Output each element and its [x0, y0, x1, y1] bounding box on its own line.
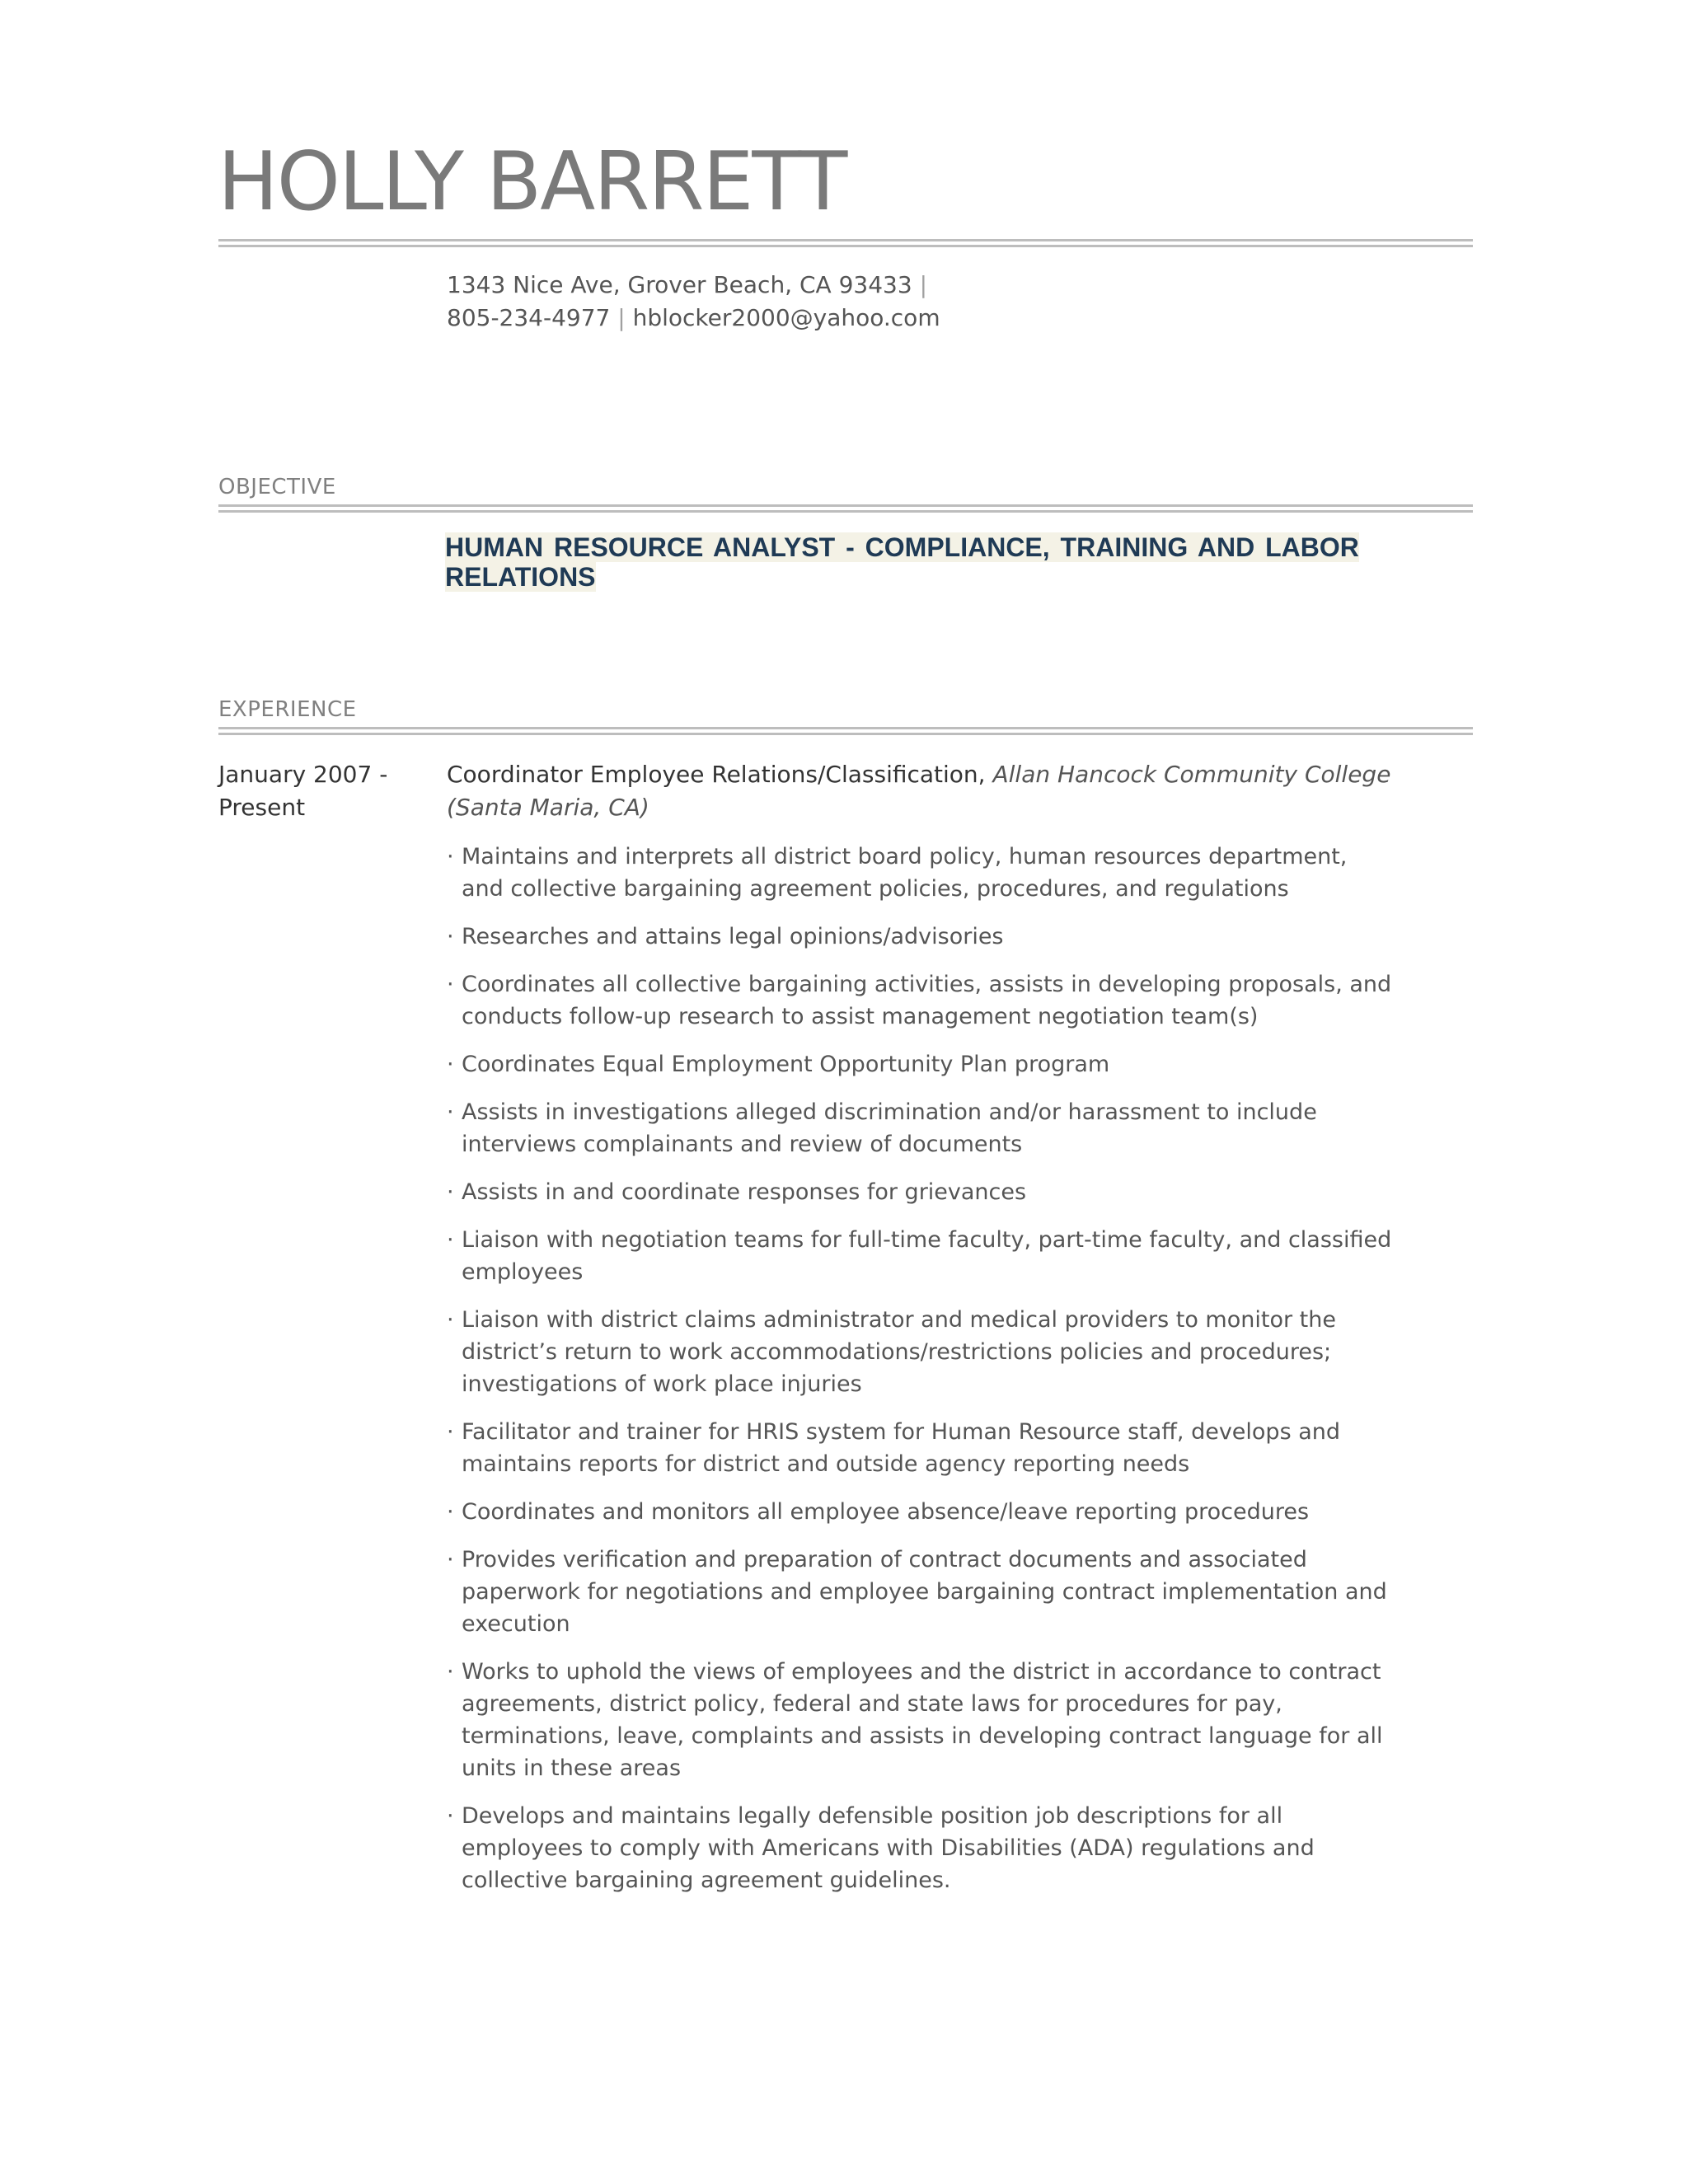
list-item: · Coordinates Equal Employment Opportunity Plan program: [447, 1048, 1395, 1080]
separator: |: [919, 271, 928, 298]
phone-email-line: [447, 302, 940, 335]
job-dates: [218, 758, 416, 824]
job-responsibilities: [447, 841, 1395, 1896]
job-heading: [447, 758, 1395, 824]
list-item: · Maintains and interprets all district board policy, human resources department, and collective bargaining agreement policies, procedures, and regulations: [447, 841, 1395, 905]
job-employer: Allan Hancock Community College (Santa Maria, CA): [447, 761, 1391, 821]
address: 1343 Nice Ave, Grover Beach, CA 93433: [447, 271, 912, 298]
header-divider: [218, 239, 1473, 247]
list-item: · Liaison with negotiation teams for full-time faculty, part-time faculty, and classified employees: [447, 1224, 1395, 1288]
objective-text: [445, 532, 1393, 592]
list-item: · Coordinates all collective bargaining activities, assists in developing proposals, and conducts follow-up research to assist management negotiation team(s): [447, 968, 1395, 1033]
job-title: Coordinator Employee Relations/Classification,: [447, 761, 986, 788]
experience-heading: EXPERIENCE: [218, 697, 357, 722]
list-item: · Assists in and coordinate responses for grievances: [447, 1176, 1395, 1208]
list-item: · Facilitator and trainer for HRIS system for Human Resource staff, develops and maintains reports for district and outside agency reporting needs: [447, 1416, 1395, 1480]
experience-divider: [218, 727, 1473, 735]
objective-highlight: HUMAN RESOURCE ANALYST - COMPLIANCE, TRAINING AND LABOR RELATIONS: [445, 532, 1359, 592]
address-line: [447, 269, 940, 302]
list-item: · Develops and maintains legally defensible position job descriptions for all employees to comply with Americans with Disabilities (ADA) regulations and collective bargaining agreement guidelines.: [447, 1800, 1395, 1896]
list-item: · Liaison with district claims administrator and medical providers to monitor the district’s return to work accommodations/restrictions policies and procedures; investigations of work place injuries: [447, 1304, 1395, 1400]
list-item: · Provides verification and preparation of contract documents and associated paperwork for negotiations and employee bargaining contract implementation and execution: [447, 1544, 1395, 1640]
objective-heading: OBJECTIVE: [218, 475, 336, 499]
job-entry: [447, 758, 1395, 1912]
phone: 805-234-4977: [447, 304, 611, 331]
objective-divider: [218, 504, 1473, 513]
contact-info: [447, 269, 940, 335]
list-item: · Coordinates and monitors all employee absence/leave reporting procedures: [447, 1496, 1395, 1528]
list-item: · Works to uphold the views of employees and the district in accordance to contract agreements, district policy, federal and state laws for procedures for pay, terminations, leave, complaints and assists in developing contract language for all units in these areas: [447, 1656, 1395, 1784]
job-dates-start: January 2007 -: [218, 761, 388, 788]
job-dates-end: Present: [218, 794, 306, 821]
email-link[interactable]: hblocker2000@yahoo.com: [632, 304, 940, 331]
candidate-name: HOLLY BARRETT: [218, 135, 846, 229]
list-item: · Assists in investigations alleged discrimination and/or harassment to include interviews complainants and review of documents: [447, 1096, 1395, 1160]
list-item: · Researches and attains legal opinions/advisories: [447, 921, 1395, 953]
separator: |: [617, 304, 626, 331]
